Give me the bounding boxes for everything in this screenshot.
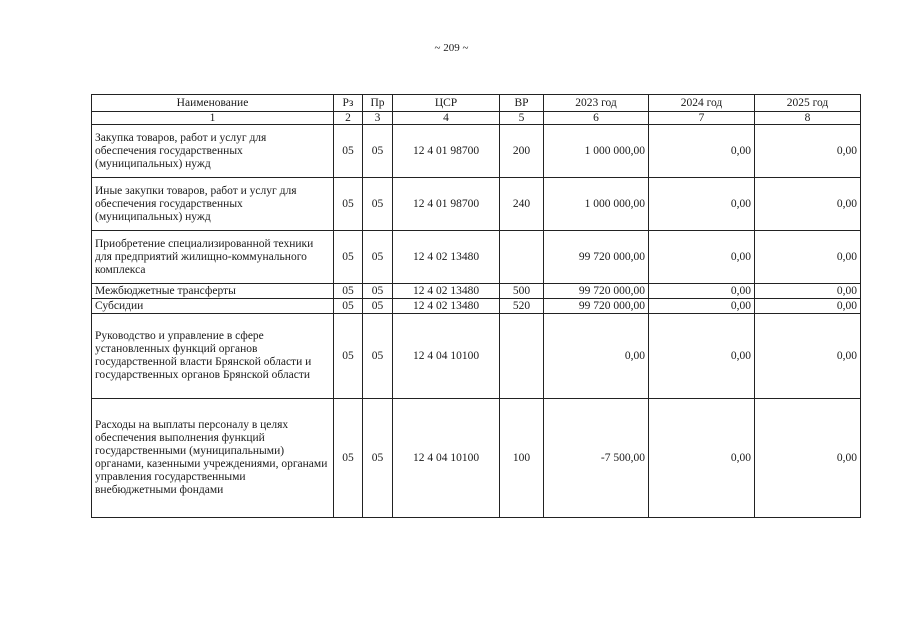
column-number: 8 [755, 112, 861, 125]
row-2023: 1 000 000,00 [544, 178, 649, 231]
row-rz: 05 [334, 299, 363, 314]
row-vr: 240 [500, 178, 544, 231]
table-row [92, 299, 861, 314]
table-row [92, 284, 861, 299]
row-csr: 12 4 01 98700 [393, 178, 500, 231]
column-number: 1 [92, 112, 334, 125]
row-name: Руководство и управление в сфере установленных функций органов государственной власти Брянской области и государственных органов Брянской области [92, 314, 334, 399]
row-pr: 05 [363, 125, 393, 178]
column-number: 3 [363, 112, 393, 125]
row-pr: 05 [363, 299, 393, 314]
row-pr: 05 [363, 314, 393, 399]
row-name: Субсидии [92, 299, 334, 314]
row-rz: 05 [334, 314, 363, 399]
row-csr: 12 4 04 10100 [393, 399, 500, 518]
row-2024: 0,00 [649, 231, 755, 284]
column-number: 6 [544, 112, 649, 125]
row-vr: 100 [500, 399, 544, 518]
row-2025: 0,00 [755, 178, 861, 231]
header-name: Наименование [92, 95, 334, 112]
budget-table [91, 94, 861, 518]
header-row [92, 95, 861, 112]
table-row [92, 314, 861, 399]
row-2024: 0,00 [649, 125, 755, 178]
row-2024: 0,00 [649, 178, 755, 231]
row-2025: 0,00 [755, 299, 861, 314]
row-pr: 05 [363, 284, 393, 299]
row-rz: 05 [334, 125, 363, 178]
row-name: Расходы на выплаты персоналу в целях обеспечения выполнения функций государственными (муниципальными) органами, казенными учреждениями, органами управления государственными внебюджетными фондами [92, 399, 334, 518]
header-rz: Рз [334, 95, 363, 112]
row-2025: 0,00 [755, 284, 861, 299]
row-rz: 05 [334, 231, 363, 284]
row-name: Закупка товаров, работ и услуг для обеспечения государственных (муниципальных) нужд [92, 125, 334, 178]
row-2023: 0,00 [544, 314, 649, 399]
table-row [92, 399, 861, 518]
header-pr: Пр [363, 95, 393, 112]
header-2025: 2025 год [755, 95, 861, 112]
column-number-row [92, 112, 861, 125]
page-number: ~ 209 ~ [434, 42, 469, 54]
row-name: Приобретение специализированной техники для предприятий жилищно-коммунального комплекса [92, 231, 334, 284]
row-2024: 0,00 [649, 299, 755, 314]
row-csr: 12 4 01 98700 [393, 125, 500, 178]
column-number: 2 [334, 112, 363, 125]
row-rz: 05 [334, 284, 363, 299]
row-name: Межбюджетные трансферты [92, 284, 334, 299]
row-name: Иные закупки товаров, работ и услуг для обеспечения государственных (муниципальных) нужд [92, 178, 334, 231]
row-vr: 520 [500, 299, 544, 314]
row-vr: 200 [500, 125, 544, 178]
row-vr [500, 231, 544, 284]
table-row [92, 125, 861, 178]
row-2025: 0,00 [755, 314, 861, 399]
row-csr: 12 4 02 13480 [393, 299, 500, 314]
column-number: 4 [393, 112, 500, 125]
row-pr: 05 [363, 399, 393, 518]
column-number: 7 [649, 112, 755, 125]
header-2023: 2023 год [544, 95, 649, 112]
header-csr: ЦСР [393, 95, 500, 112]
table-row [92, 231, 861, 284]
row-2025: 0,00 [755, 231, 861, 284]
row-2024: 0,00 [649, 314, 755, 399]
row-vr [500, 314, 544, 399]
header-2024: 2024 год [649, 95, 755, 112]
row-pr: 05 [363, 178, 393, 231]
row-2023: 1 000 000,00 [544, 125, 649, 178]
row-2023: 99 720 000,00 [544, 231, 649, 284]
row-2023: 99 720 000,00 [544, 284, 649, 299]
row-2023: 99 720 000,00 [544, 299, 649, 314]
row-pr: 05 [363, 231, 393, 284]
column-number: 5 [500, 112, 544, 125]
row-csr: 12 4 02 13480 [393, 231, 500, 284]
row-2024: 0,00 [649, 284, 755, 299]
row-2023: -7 500,00 [544, 399, 649, 518]
row-rz: 05 [334, 399, 363, 518]
row-csr: 12 4 04 10100 [393, 314, 500, 399]
table-row [92, 178, 861, 231]
row-2025: 0,00 [755, 125, 861, 178]
row-rz: 05 [334, 178, 363, 231]
header-vr: ВР [500, 95, 544, 112]
row-csr: 12 4 02 13480 [393, 284, 500, 299]
row-vr: 500 [500, 284, 544, 299]
row-2024: 0,00 [649, 399, 755, 518]
row-2025: 0,00 [755, 399, 861, 518]
